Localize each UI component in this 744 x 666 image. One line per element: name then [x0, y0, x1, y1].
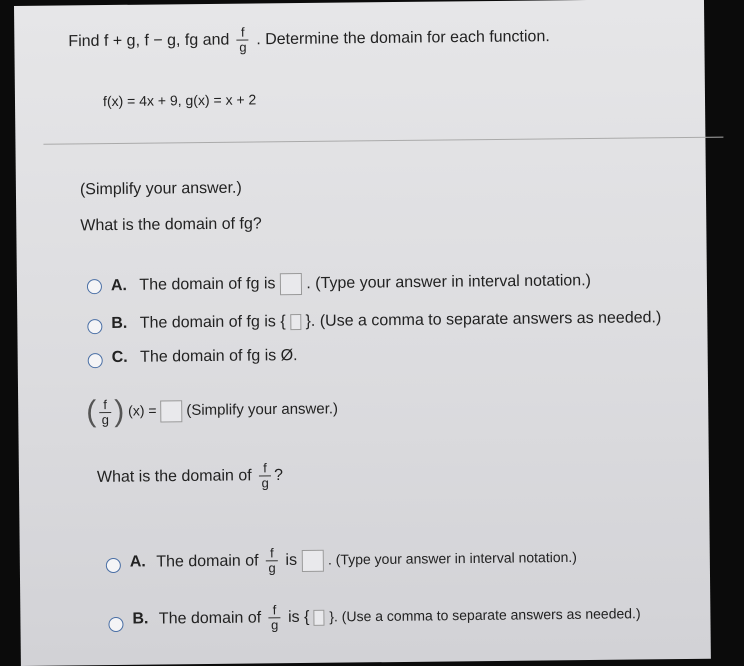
- answer-input-a-fog[interactable]: [301, 549, 323, 571]
- f-over-g-answer-input[interactable]: [160, 400, 182, 422]
- f-over-g-expression: ( $\frac{f}{g}$ ) (x) = (Simplify your answer.): [86, 394, 339, 429]
- question-suffix: . Determine the domain for each function.: [256, 28, 550, 49]
- divider: [43, 137, 723, 145]
- option-a-fog[interactable]: A. The domain of $\frac{f}{g}$ is . (Type your answer in interval notation.): [129, 545, 578, 576]
- f-over-g-fraction: $\frac{f}{g}$: [237, 26, 249, 55]
- question-header: [68, 22, 550, 56]
- radio-option-a-fog[interactable]: [106, 558, 121, 573]
- domain-question-fg: What is the domain of fg?: [80, 215, 262, 235]
- question-fraction: $\frac{f}{g}$: [259, 461, 271, 490]
- simplify-hint-fog: (Simplify your answer.): [186, 400, 339, 419]
- function-definitions: f(x) = 4x + 9, g(x) = x + 2: [102, 91, 257, 110]
- option-c-fg[interactable]: C. The domain of fg is Ø.: [111, 347, 298, 366]
- option-b-fg[interactable]: B. The domain of fg is { }. (Use a comma to separate answers as needed.): [111, 309, 662, 332]
- radio-option-c-fg[interactable]: [88, 353, 103, 368]
- radio-option-b-fog[interactable]: [108, 617, 123, 632]
- answer-input-b-fog[interactable]: [314, 609, 325, 625]
- radio-option-b-fg[interactable]: [87, 319, 102, 334]
- simplify-hint-fg: (Simplify your answer.): [79, 179, 242, 199]
- option-a-fg[interactable]: A. The domain of fg is . (Type your answer in interval notation.): [110, 272, 592, 295]
- domain-question-fog: What is the domain of $\frac{f}{g}$ ?: [96, 460, 284, 491]
- radio-option-a-fg[interactable]: [87, 279, 102, 294]
- expr-fraction: $\frac{f}{g}$: [99, 398, 111, 427]
- answer-input-b-fg[interactable]: [290, 314, 301, 330]
- question-prefix: Find f + g, f − g, fg and: [68, 31, 230, 51]
- question-sheet: [14, 0, 711, 666]
- option-b-fog[interactable]: B. The domain of $\frac{f}{g}$ is { }. (Use a comma to separate answers as needed.): [132, 602, 641, 633]
- answer-input-a-fg[interactable]: [280, 273, 302, 295]
